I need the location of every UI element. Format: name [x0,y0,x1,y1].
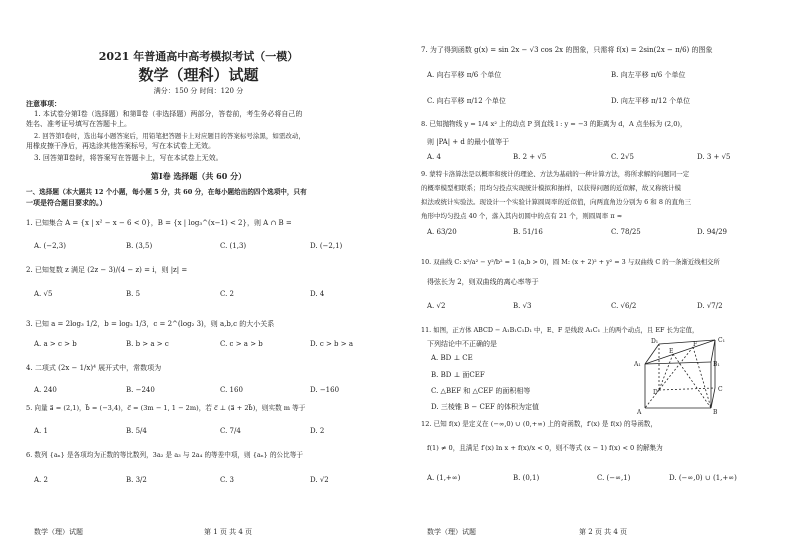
label-a1: A₁ [634,361,641,368]
section-desc: 一项是符合题目要求的。） [26,198,107,207]
option-a[interactable]: A. BD ⊥ CE [431,354,473,362]
label-b1: B₁ [713,361,720,368]
footer-page: 第 1 页 共 4 页 [204,528,253,536]
option-b[interactable]: B. b > a > c [126,340,169,348]
option-a[interactable]: A. √2 [427,302,446,310]
notice-line: 姓名、准考证号填写在答题卡上。 [26,120,131,128]
option-b[interactable]: B. −240 [126,386,155,394]
option-c[interactable]: C. √6/2 [611,302,637,310]
label-a: A [637,409,642,416]
question-stem: 角形中均匀投点 40 个，落入其内切圆中的点有 21 个，则圆周率 π ≈ [421,212,623,220]
option-a[interactable]: A. 1 [34,427,48,435]
option-a[interactable]: A. 2 [34,476,48,484]
option-d[interactable]: D. 3 + √5 [697,153,731,161]
option-c[interactable]: C. 160 [220,386,243,394]
cube-edge [659,340,715,344]
option-a[interactable]: A. (1,+∞) [427,474,461,482]
question-stem: 1. 已知集合 A = {x | x² − x − 6 < 0}，B = {x | log₃^(x−1) < 2}，则 A ∩ B = [26,219,292,227]
option-c[interactable]: C. 7/4 [220,427,241,435]
notice-line: 1. 本试卷分第Ⅰ卷（选择题）和第Ⅱ卷（非选择题）两部分，答卷前，考生务必将自己的 [34,110,303,118]
question-stem: 拟法或统计实验法。现设计一个实验计算圆周率的近似值，向两直角边分别为 6 和 8 的直角三 [421,198,692,206]
question-stem: 11. 如图，正方体 ABCD − A₁B₁C₁D₁ 中，E、F 是线段 A₁C₁ 上的两个动点，且 EF 长为定值， [421,326,699,334]
option-b[interactable]: B. 3/2 [126,476,147,484]
footer-page: 第 2 页 共 4 页 [579,528,628,536]
option-d[interactable]: D. √2 [310,476,329,484]
option-b[interactable]: B. 5 [126,290,141,298]
question-stem: 下列结论中不正确的是 [427,340,497,348]
notice-line: 用橡皮擦干净后，再选涂其他答案标号，写在本试卷上无效。 [26,142,215,150]
option-c[interactable]: C. △BEF 和 △CEF 的面积相等 [431,387,531,395]
question-stem: 6. 数列 {aₙ} 是各项均为正数的等比数列，3a₂ 是 a₃ 与 2a₄ 的等差中项，则 {aₙ} 的公比等于 [26,451,303,459]
question-stem: 2. 已知复数 z 满足 (2z − 3)/(4 − z) = i，则 |z| = [26,266,188,274]
option-d[interactable]: D. (−∞,0) ∪ (1,+∞) [669,474,737,482]
footer-subject: 数学（理）试题 [427,528,476,536]
question-stem: 4. 二项式 (2x − 1/x)⁴ 展开式中，常数项为 [26,364,162,372]
subject-title: 数学（理科）试题 [138,66,259,84]
option-d[interactable]: D. 向左平移 π/12 个单位 [611,97,691,105]
section-heading: 第Ⅰ卷 选择题（共 60 分） [150,171,247,181]
footer-subject: 数学（理）试题 [34,528,83,536]
cube-edge [711,340,715,362]
option-c[interactable]: C. 3 [220,476,235,484]
option-a[interactable]: A. 63/20 [427,228,457,236]
label-f: F [693,341,698,348]
option-d[interactable]: D. c > b > a [310,340,354,348]
exam-title: 2021 年普通高中高考模拟考试（一模） [98,50,299,63]
option-c[interactable]: C. 78/25 [611,228,641,236]
option-b[interactable]: B. 5/4 [126,427,147,435]
notice-line: 2. 回答第Ⅰ卷时，选出每小题答案后，用铅笔把答题卡上对应题目的答案标号涂黑，如需改动， [34,132,305,140]
option-d[interactable]: D. 94/29 [697,228,727,236]
cube-figure [633,334,743,416]
section-desc: 一、选择题（本大题共 12 个小题，每小题 5 分，共 60 分，在每小题给出的四个选项中，只有 [26,188,307,196]
option-c[interactable]: C. (−∞,1) [597,474,631,482]
option-a[interactable]: A. √5 [34,290,53,298]
option-b[interactable]: B. 51/16 [513,228,543,236]
option-d[interactable]: D. 2 [310,427,325,435]
label-e: E [669,348,674,355]
option-d[interactable]: D. 三棱锥 B − CEF 的体积为定值 [431,403,540,411]
option-c[interactable]: C. 向右平移 π/12 个单位 [427,97,506,105]
label-c1: C₁ [718,337,725,344]
label-c: C [718,386,723,393]
label-d1: D₁ [651,338,659,345]
option-c[interactable]: C. 2 [220,290,235,298]
option-d[interactable]: D. (−2,1) [310,242,343,250]
option-a[interactable]: A. 240 [34,386,57,394]
question-stem: f(1) ≠ 0，且满足 f′(x) ln x + f(x)/x < 0，则不等式 (x − 1) f(x) < 0 的解集为 [427,444,663,452]
question-stem: 9. 蒙特卡洛算法是以概率和统计的理论、方法为基础的一种计算方法，将所求解的问题同一定 [421,170,690,178]
option-a[interactable]: A. 向右平移 π/6 个单位 [427,71,502,79]
label-b: B [713,409,718,416]
option-a[interactable]: A. a > c > b [34,340,77,348]
cube-edge [645,344,659,364]
option-b[interactable]: B. 向左平移 π/6 个单位 [611,71,686,79]
question-stem: 得弦长为 2，则双曲线的离心率等于 [427,278,539,286]
cube-edge [645,362,711,364]
question-stem: 则 |PA| + d 的最小值等于 [427,138,510,146]
option-b[interactable]: B. √3 [513,302,532,310]
option-a[interactable]: A. 4 [427,153,441,161]
option-b[interactable]: B. BD ⊥ 面CEF [431,371,485,379]
option-b[interactable]: B. (0,1) [513,474,540,482]
segment-eb [659,354,673,390]
question-stem: 7. 为了得到函数 g(x) = sin 2x − √3 cos 2x 的图象，只需将 f(x) = 2sin(2x − π/6) 的图象 [421,46,713,54]
question-stem: 8. 已知抛物线 y = 1/4 x² 上的动点 P 到直线 l : y = −3 的距离为 d，A 点坐标为 (2,0)， [421,120,687,128]
notice-heading: 注意事项： [26,99,61,108]
segment-fc [693,347,711,408]
option-c[interactable]: C. (1,3) [220,242,247,250]
exam-meta: 满分：150 分 时间：120 分 [153,87,244,95]
option-b[interactable]: B. (3,5) [126,242,153,250]
right-page [397,0,794,551]
option-c[interactable]: C. c > a > b [220,340,263,348]
option-d[interactable]: D. 4 [310,290,325,298]
question-stem: 12. 已知 f(x) 是定义在 (−∞,0) ∪ (0,+∞) 上的奇函数，f′(x) 是 f(x) 的导函数， [421,420,657,428]
option-c[interactable]: C. 2√5 [611,153,634,161]
cube-edge [711,388,715,408]
question-stem: 5. 向量 a⃗ = (2,1)，b⃗ = (−3,4)，c⃗ = (3m − 1, 1 − 2m)，若 c⃗ ⊥ (a⃗ + 2b⃗)，则实数 m 等于 [26,404,306,412]
option-d[interactable]: D. −160 [310,386,340,394]
option-a[interactable]: A. (−2,3) [34,242,66,250]
hidden-edge [659,388,715,390]
label-d: D [653,389,658,396]
question-stem: 的概率模型相联系；用均匀投点实现统计模拟和抽样，以获得问题的近似解，故又称统计模 [421,184,681,192]
question-stem: 10. 双曲线 C: x²/a² − y²/b² = 1 (a,b > 0)，圆 M: (x + 2)² + y² = 3 与双曲线 C 的一条渐近线相交所 [421,258,720,266]
option-d[interactable]: D. √7/2 [697,302,723,310]
option-b[interactable]: B. 2 + √5 [513,153,547,161]
question-stem: 3. 已知 a = 2log₃ 1/2，b = log₂ 1/3，c = 2^(log₂ 3)，则 a,b,c 的大小关系 [26,320,275,328]
notice-line: 3. 回答第Ⅱ卷时，将答案写在答题卡上，写在本试卷上无效。 [34,154,223,162]
